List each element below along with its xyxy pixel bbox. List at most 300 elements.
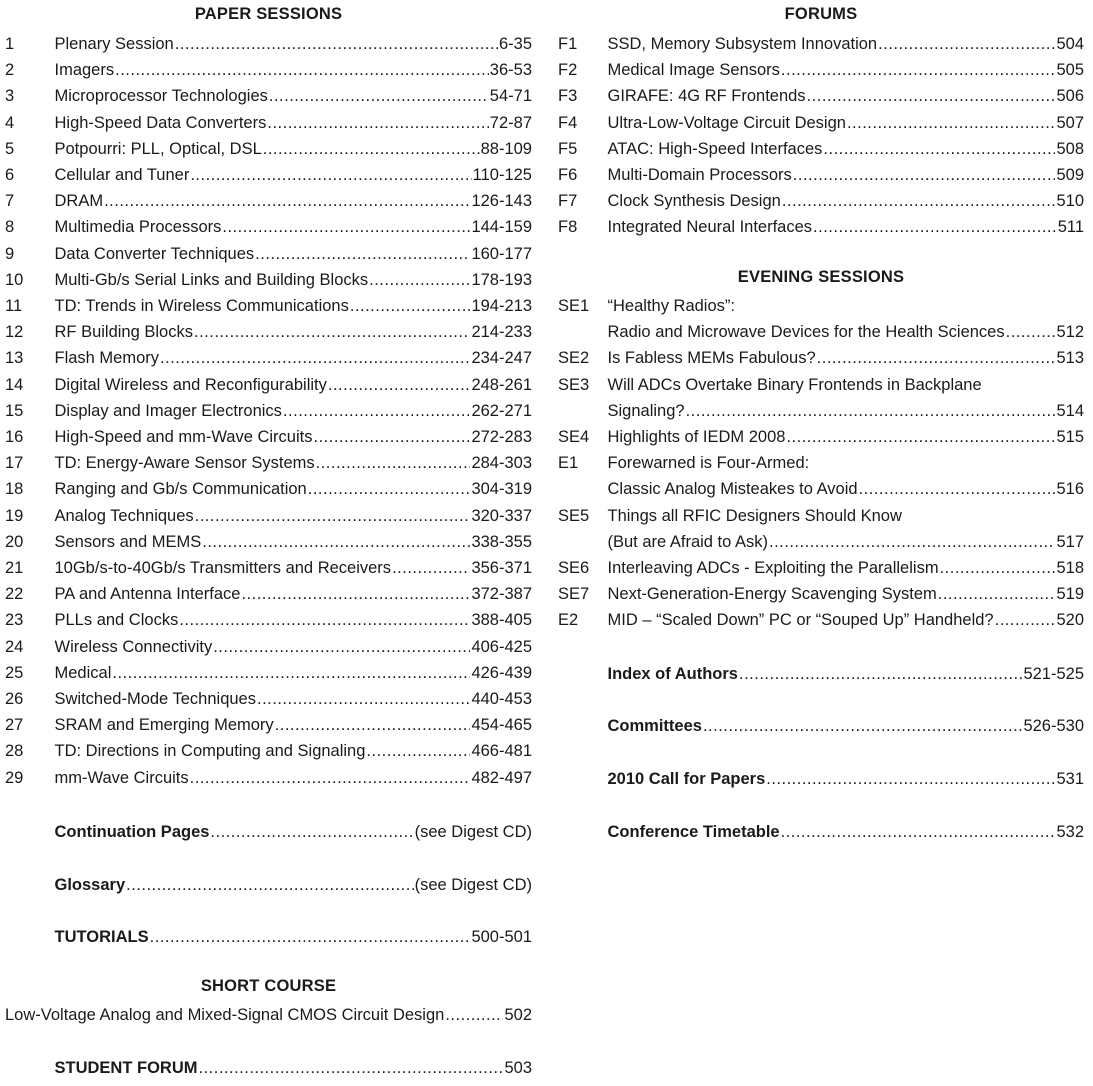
dot-leader xyxy=(781,58,1056,82)
session-entry[interactable] xyxy=(5,189,532,213)
session-entry[interactable] xyxy=(5,635,532,659)
entry-number: 6 xyxy=(5,166,15,184)
entry-title: Flash Memory xyxy=(54,349,160,368)
entry-number: 11 xyxy=(5,297,23,315)
entry-pages: 54-71 xyxy=(489,87,532,106)
entry-line xyxy=(55,215,533,239)
entry-number: 20 xyxy=(5,532,24,551)
short-course-heading: SHORT COURSE xyxy=(200,977,337,995)
entry-line xyxy=(55,766,533,790)
entry-line xyxy=(55,661,533,685)
entry-title: Sensors and MEMS xyxy=(54,532,202,551)
entry-title: PLLs and Clocks xyxy=(54,611,179,630)
entry-line xyxy=(55,739,533,763)
dot-leader xyxy=(112,661,470,685)
evening-session-entry[interactable] xyxy=(558,556,1084,580)
session-entry[interactable] xyxy=(5,504,532,528)
session-entry[interactable] xyxy=(5,163,532,187)
entry-pages: 512 xyxy=(1056,323,1084,342)
dot-leader xyxy=(275,713,471,737)
entry-pages: 519 xyxy=(1056,585,1084,604)
entry-pages: 509 xyxy=(1056,166,1084,184)
dot-leader xyxy=(115,58,489,82)
committees-entry[interactable] xyxy=(558,714,1084,738)
forum-entry[interactable] xyxy=(558,84,1084,108)
entry-title: Switched-Mode Techniques xyxy=(54,690,256,708)
entry-line xyxy=(55,820,533,844)
dot-leader xyxy=(104,189,470,213)
entry-pages: 521-525 xyxy=(1023,665,1084,683)
entry-line xyxy=(55,1056,533,1080)
entry-title-line1: Will ADCs Overtake Binary Frontends in Backplane xyxy=(607,375,982,394)
evening-session-entry[interactable] xyxy=(558,608,1084,632)
session-entry[interactable] xyxy=(5,530,532,554)
entry-pages: 532 xyxy=(1056,823,1084,841)
entry-number: 8 xyxy=(5,218,15,237)
entry-line xyxy=(55,504,533,528)
entry-line xyxy=(608,820,1085,844)
entry-pages: 454-465 xyxy=(471,716,532,735)
entry-title: Display and Imager Electronics xyxy=(54,401,282,420)
entry-number: F1 xyxy=(558,35,578,53)
dot-leader xyxy=(263,137,480,161)
forum-entry[interactable] xyxy=(558,137,1084,161)
entry-line xyxy=(55,189,533,213)
student-forum-entry[interactable] xyxy=(5,1056,532,1080)
dot-leader xyxy=(316,451,471,475)
entry-title-line1: “Healthy Radios”: xyxy=(607,297,735,315)
call-for-papers-entry[interactable] xyxy=(558,767,1084,791)
entry-pages: 372-387 xyxy=(471,585,532,604)
entry-title: High-Speed and mm-Wave Circuits xyxy=(54,428,313,446)
session-entry[interactable] xyxy=(5,687,532,711)
evening-session-entry[interactable] xyxy=(558,425,1084,449)
entry-title: Ultra-Low-Voltage Circuit Design xyxy=(607,113,846,132)
entry-line xyxy=(608,477,1085,501)
forum-entry[interactable] xyxy=(558,189,1084,213)
entry-pages: 505 xyxy=(1056,61,1084,80)
entry-line xyxy=(55,137,533,161)
entry-pages: (see Digest CD) xyxy=(414,823,532,841)
evening-session-entry[interactable] xyxy=(558,477,1084,501)
entry-pages: 517 xyxy=(1056,532,1084,551)
session-entry[interactable] xyxy=(5,58,532,82)
entry-line xyxy=(608,556,1085,580)
entry-pages: 426-439 xyxy=(471,663,532,682)
entry-pages: 110-125 xyxy=(472,166,532,184)
entry-line xyxy=(55,635,533,659)
entry-number: 25 xyxy=(5,663,24,682)
entry-title: Next-Generation-Energy Scavenging System xyxy=(607,585,937,604)
entry-title: Data Converter Techniques xyxy=(54,244,255,263)
entry-title: DRAM xyxy=(54,192,104,211)
entry-number: 1 xyxy=(5,35,15,53)
entry-title: 10Gb/s-to-40Gb/s Transmitters and Receivers xyxy=(54,559,392,577)
entry-pages: 520 xyxy=(1056,611,1084,630)
entry-line xyxy=(55,925,533,949)
entry-line xyxy=(608,320,1085,344)
entry-pages: 504 xyxy=(1056,35,1084,53)
entry-line xyxy=(55,425,533,449)
entry-number: F5 xyxy=(558,139,578,158)
entry-title: 2010 Call for Papers xyxy=(607,770,766,788)
entry-pages: 356-371 xyxy=(471,559,532,577)
dot-leader xyxy=(940,556,1056,580)
forum-entry[interactable] xyxy=(558,215,1084,239)
session-entry[interactable] xyxy=(5,608,532,632)
dot-leader xyxy=(175,32,498,56)
entry-title: Potpourri: PLL, Optical, DSL xyxy=(54,139,262,158)
entry-pages: 304-319 xyxy=(471,480,532,499)
entry-number: 14 xyxy=(5,375,24,394)
entry-line xyxy=(608,32,1085,56)
entry-pages: 466-481 xyxy=(471,742,532,761)
entry-first-line xyxy=(558,373,1084,397)
entry-line xyxy=(55,242,533,266)
forum-entry[interactable] xyxy=(558,58,1084,82)
entry-title: mm-Wave Circuits xyxy=(54,768,189,787)
dot-leader xyxy=(210,820,413,844)
entry-line xyxy=(55,32,533,56)
session-entry[interactable] xyxy=(5,137,532,161)
entry-pages: 518 xyxy=(1056,559,1084,577)
entry-pages: 248-261 xyxy=(471,375,532,394)
session-entry[interactable] xyxy=(5,84,532,108)
entry-number: E2 xyxy=(558,611,579,630)
evening-session-entry[interactable] xyxy=(558,530,1084,554)
entry-line xyxy=(608,215,1085,239)
dot-leader xyxy=(769,530,1055,554)
entry-number: F2 xyxy=(558,61,578,80)
entry-title: MID – “Scaled Down” PC or “Souped Up” Handheld? xyxy=(607,611,994,630)
conference-timetable-entry[interactable] xyxy=(558,820,1084,844)
entry-pages: 513 xyxy=(1056,349,1084,368)
entry-title: Clock Synthesis Design xyxy=(607,192,781,211)
entry-title: Highlights of IEDM 2008 xyxy=(607,428,786,446)
entry-title: High-Speed Data Converters xyxy=(54,113,267,132)
entry-pages: 503 xyxy=(504,1059,532,1077)
entry-pages: 507 xyxy=(1056,113,1084,132)
entry-line xyxy=(55,346,533,370)
entry-line xyxy=(608,189,1085,213)
session-entry[interactable] xyxy=(5,268,532,292)
entry-number: 23 xyxy=(5,611,24,630)
entry-title: Medical xyxy=(54,663,112,682)
entry-pages: 508 xyxy=(1056,139,1084,158)
session-entry[interactable] xyxy=(5,477,532,501)
evening-session-entry[interactable] xyxy=(558,320,1084,344)
dot-leader xyxy=(813,215,1057,239)
entry-title: Low-Voltage Analog and Mixed-Signal CMOS Circuit Design xyxy=(5,1006,445,1024)
entry-pages: 526-530 xyxy=(1023,717,1084,735)
entry-pages: 502 xyxy=(504,1006,532,1024)
dot-leader xyxy=(179,608,470,632)
session-entry[interactable] xyxy=(5,661,532,685)
entry-number: 12 xyxy=(5,323,24,342)
session-entry[interactable] xyxy=(5,713,532,737)
entry-line xyxy=(55,163,533,187)
dot-leader xyxy=(366,739,470,763)
entry-number: F4 xyxy=(558,113,578,132)
entry-pages: 234-247 xyxy=(471,349,532,368)
entry-pages: 482-497 xyxy=(471,768,532,787)
session-entry[interactable] xyxy=(5,32,532,56)
paper-sessions-heading: PAPER SESSIONS xyxy=(194,5,343,23)
entry-pages: 160-177 xyxy=(471,244,532,263)
entry-title: Cellular and Tuner xyxy=(54,166,190,184)
entry-line xyxy=(608,530,1085,554)
continuation-pages-entry[interactable] xyxy=(5,820,532,844)
dot-leader xyxy=(1006,320,1056,344)
entry-line xyxy=(55,713,533,737)
entry-first-line xyxy=(558,294,1084,318)
entry-pages: 214-233 xyxy=(471,323,532,342)
entry-pages: 72-87 xyxy=(489,113,532,132)
entry-line xyxy=(608,84,1085,108)
entry-title: Committees xyxy=(607,717,702,735)
entry-title: Medical Image Sensors xyxy=(607,61,780,80)
session-entry[interactable] xyxy=(5,111,532,135)
entry-line xyxy=(608,111,1085,135)
entry-title: Continuation Pages xyxy=(54,823,210,841)
entry-title: Is Fabless MEMs Fabulous? xyxy=(607,349,816,368)
entry-number: 7 xyxy=(5,192,15,211)
dot-leader xyxy=(847,111,1056,135)
entry-number: 29 xyxy=(5,768,24,787)
entry-title: TD: Energy-Aware Sensor Systems xyxy=(54,454,315,473)
dot-leader xyxy=(793,163,1056,187)
entry-pages: 284-303 xyxy=(471,454,532,473)
dot-leader xyxy=(283,399,471,423)
dot-leader xyxy=(782,189,1056,213)
entry-pages: 36-53 xyxy=(489,61,532,80)
entry-title: Digital Wireless and Reconfigurability xyxy=(54,375,327,394)
entry-title: RF Building Blocks xyxy=(54,323,193,342)
dot-leader xyxy=(202,530,470,554)
entry-title: Glossary xyxy=(54,876,126,894)
entry-number: 22 xyxy=(5,585,24,604)
dot-leader xyxy=(739,662,1022,686)
entry-title: Multi-Domain Processors xyxy=(607,166,792,184)
session-entry[interactable] xyxy=(5,556,532,580)
session-entry[interactable] xyxy=(5,399,532,423)
entry-title: Index of Authors xyxy=(607,665,738,683)
entry-number: SE4 xyxy=(558,428,590,446)
entry-line xyxy=(55,268,533,292)
entry-number: 19 xyxy=(5,506,24,525)
entry-title: Imagers xyxy=(54,61,115,80)
entry-title: STUDENT FORUM xyxy=(54,1059,198,1077)
entry-title: Signaling? xyxy=(607,401,685,420)
entry-title: PA and Antenna Interface xyxy=(54,585,241,604)
entry-line xyxy=(55,320,533,344)
entry-title-line1: Forewarned is Four-Armed: xyxy=(607,454,810,473)
entry-first-line xyxy=(558,504,1084,528)
entry-pages: (see Digest CD) xyxy=(414,876,532,894)
entry-number: F7 xyxy=(558,192,578,211)
entry-number: SE7 xyxy=(558,585,590,604)
dot-leader xyxy=(686,399,1056,423)
session-entry[interactable] xyxy=(5,242,532,266)
dot-leader xyxy=(823,137,1055,161)
session-entry[interactable] xyxy=(5,451,532,475)
entry-pages: 516 xyxy=(1056,480,1084,499)
entry-number: 28 xyxy=(5,742,24,761)
forum-entry[interactable] xyxy=(558,111,1084,135)
entry-pages: 506 xyxy=(1056,87,1084,106)
dot-leader xyxy=(267,111,488,135)
entry-number: 15 xyxy=(5,401,24,420)
entry-title: ATAC: High-Speed Interfaces xyxy=(607,139,823,158)
entry-line xyxy=(55,530,533,554)
dot-leader xyxy=(255,242,470,266)
entry-title: Multi-Gb/s Serial Links and Building Blocks xyxy=(54,270,369,289)
dot-leader xyxy=(995,608,1056,632)
entry-title: SRAM and Emerging Memory xyxy=(54,716,274,735)
entry-line xyxy=(608,346,1085,370)
dot-leader xyxy=(859,477,1056,501)
dot-leader xyxy=(392,556,470,580)
entry-line xyxy=(608,58,1085,82)
session-entry[interactable] xyxy=(5,320,532,344)
dot-leader xyxy=(445,1003,503,1027)
session-entry[interactable] xyxy=(5,739,532,763)
dot-leader xyxy=(213,635,470,659)
dot-leader xyxy=(807,84,1056,108)
entry-number: SE2 xyxy=(558,349,590,368)
entry-line xyxy=(55,111,533,135)
session-entry[interactable] xyxy=(5,582,532,606)
evening-session-entry[interactable] xyxy=(558,346,1084,370)
entry-number: 27 xyxy=(5,716,24,735)
dot-leader xyxy=(786,425,1055,449)
dot-leader xyxy=(150,925,471,949)
entry-title-line1: Things all RFIC Designers Should Know xyxy=(607,506,902,525)
entry-number: 18 xyxy=(5,480,24,499)
entry-line xyxy=(608,137,1085,161)
dot-leader xyxy=(194,320,470,344)
entry-pages: 406-425 xyxy=(471,637,532,656)
entry-pages: 194-213 xyxy=(471,297,532,315)
entry-line xyxy=(608,608,1085,632)
entry-number: 10 xyxy=(5,270,24,289)
dot-leader xyxy=(241,582,470,606)
entry-pages: 320-337 xyxy=(471,506,532,525)
entry-number: 4 xyxy=(5,113,15,132)
entry-pages: 178-193 xyxy=(471,270,532,289)
entry-number: 21 xyxy=(5,559,24,577)
session-entry[interactable] xyxy=(5,215,532,239)
session-entry[interactable] xyxy=(5,425,532,449)
entry-line xyxy=(55,84,533,108)
entry-title: Classic Analog Misteakes to Avoid xyxy=(607,480,858,499)
entry-line xyxy=(5,1003,532,1027)
dot-leader xyxy=(938,582,1056,606)
entry-title: GIRAFE: 4G RF Frontends xyxy=(607,87,806,106)
short-course-entry[interactable] xyxy=(5,1003,532,1027)
entry-pages: 6-35 xyxy=(498,35,532,53)
forum-entry[interactable] xyxy=(558,32,1084,56)
evening-session-entry[interactable] xyxy=(558,582,1084,606)
entry-title: Ranging and Gb/s Communication xyxy=(54,480,307,499)
entry-line xyxy=(608,425,1085,449)
entry-number: 16 xyxy=(5,428,24,446)
entry-number: 26 xyxy=(5,690,24,708)
entry-line xyxy=(608,582,1085,606)
dot-leader xyxy=(257,687,470,711)
dot-leader xyxy=(328,373,471,397)
entry-first-line xyxy=(558,451,1084,475)
dot-leader xyxy=(369,268,470,292)
session-entry[interactable] xyxy=(5,373,532,397)
dot-leader xyxy=(160,346,470,370)
entry-title: Wireless Connectivity xyxy=(54,637,213,656)
entry-number: SE1 xyxy=(558,297,590,315)
entry-pages: 511 xyxy=(1057,218,1084,237)
entry-line xyxy=(55,399,533,423)
forums-heading: FORUMS xyxy=(784,5,858,23)
entry-title: SSD, Memory Subsystem Innovation xyxy=(607,35,878,53)
entry-number: 9 xyxy=(5,244,15,263)
dot-leader xyxy=(190,766,471,790)
entry-pages: 514 xyxy=(1056,401,1084,420)
evening-session-entry[interactable] xyxy=(558,399,1084,423)
entry-title: Plenary Session xyxy=(54,35,174,53)
entry-pages: 126-143 xyxy=(471,192,532,211)
entry-number: 2 xyxy=(5,61,15,80)
session-entry[interactable] xyxy=(5,346,532,370)
entry-line xyxy=(608,767,1085,791)
session-entry[interactable] xyxy=(5,294,532,318)
entry-title: Multimedia Processors xyxy=(54,218,222,237)
entry-line xyxy=(55,608,533,632)
entry-number: 3 xyxy=(5,87,15,106)
entry-title: Integrated Neural Interfaces xyxy=(607,218,813,237)
entry-title: Microprocessor Technologies xyxy=(54,87,268,106)
entry-number: 5 xyxy=(5,139,15,158)
entry-line xyxy=(55,451,533,475)
entry-title: TUTORIALS xyxy=(54,928,149,946)
entry-line xyxy=(55,294,533,318)
dot-leader xyxy=(126,873,414,897)
entry-title: Interleaving ADCs - Exploiting the Parallelism xyxy=(607,559,939,577)
entry-number: 17 xyxy=(5,454,24,473)
entry-pages: 500-501 xyxy=(471,928,532,946)
dot-leader xyxy=(313,425,470,449)
glossary-entry[interactable] xyxy=(5,873,532,897)
entry-number: E1 xyxy=(558,454,579,473)
evening-sessions-heading: EVENING SESSIONS xyxy=(737,268,905,286)
entry-title: Conference Timetable xyxy=(607,823,780,841)
entry-pages: 338-355 xyxy=(471,532,532,551)
entry-line xyxy=(608,163,1085,187)
entry-pages: 144-159 xyxy=(471,218,532,237)
session-entry[interactable] xyxy=(5,766,532,790)
entry-pages: 88-109 xyxy=(480,139,532,158)
entry-line xyxy=(608,714,1085,738)
dot-leader xyxy=(878,32,1055,56)
index-of-authors-entry[interactable] xyxy=(558,662,1084,686)
entry-pages: 515 xyxy=(1056,428,1084,446)
tutorials-entry[interactable] xyxy=(5,925,532,949)
entry-number: 13 xyxy=(5,349,24,368)
dot-leader xyxy=(190,163,471,187)
entry-title: TD: Trends in Wireless Communications xyxy=(54,297,349,315)
forum-entry[interactable] xyxy=(558,163,1084,187)
entry-pages: 262-271 xyxy=(471,401,532,420)
entry-pages: 531 xyxy=(1056,770,1084,788)
entry-number: SE5 xyxy=(558,506,590,525)
